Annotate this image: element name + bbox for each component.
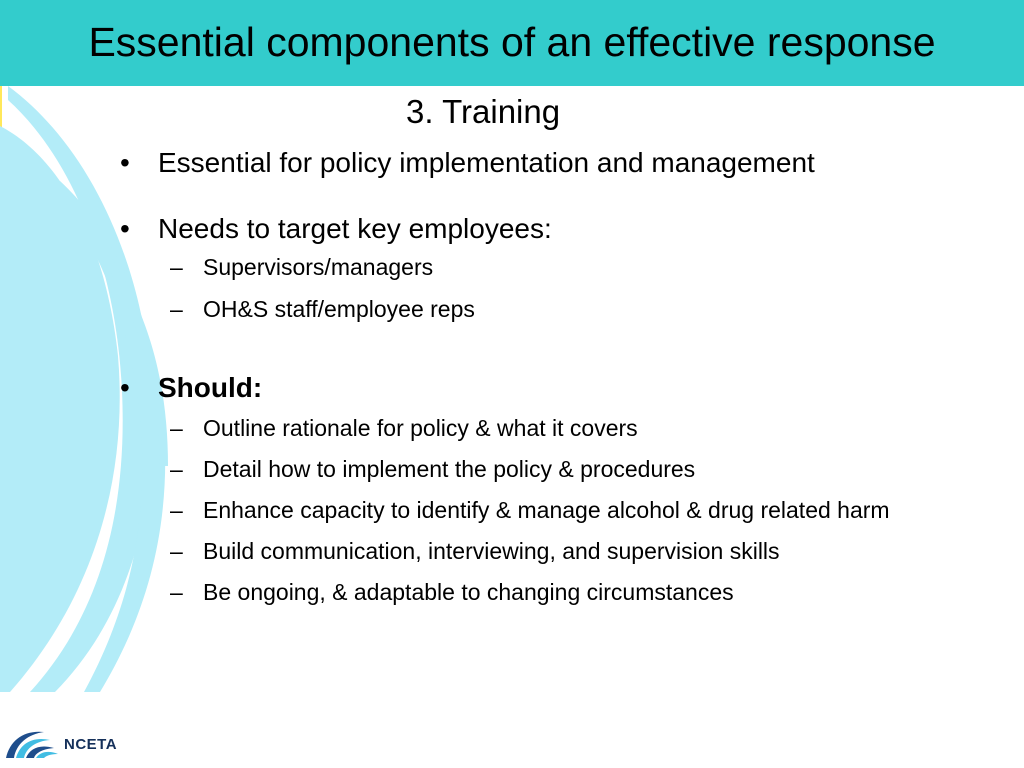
- bullet-text: Should:: [158, 372, 263, 403]
- dash-marker: –: [170, 415, 183, 441]
- sub-bullet-text: OH&S staff/employee reps: [203, 296, 475, 322]
- slide-subtitle: 3. Training: [406, 93, 561, 130]
- bullet-text: Needs to target key employees:: [158, 213, 552, 244]
- nceta-logo-icon: [2, 722, 60, 762]
- sub-bullet-text: Supervisors/managers: [203, 254, 434, 280]
- sub-bullet-item: [110, 293, 1000, 326]
- sub-bullet-item: [110, 251, 1000, 284]
- bullet-marker: •: [120, 372, 130, 403]
- bullet-text: Essential for policy implementation and management: [158, 147, 815, 178]
- dash-marker: –: [170, 296, 183, 322]
- dash-marker: –: [170, 254, 183, 280]
- title-bar: [0, 0, 1024, 86]
- dash-marker: –: [170, 497, 183, 523]
- slide-title: Essential components of an effective response: [88, 19, 936, 65]
- sub-bullet-text: Outline rationale for policy & what it covers: [203, 415, 638, 441]
- sub-bullet-item: [110, 453, 1000, 486]
- bullet-list: [110, 145, 1000, 609]
- bullet-item: [110, 211, 1000, 247]
- bullet-item: [110, 145, 1000, 181]
- dash-marker: –: [170, 538, 183, 564]
- bullet-marker: •: [120, 147, 130, 178]
- bullet-item: [110, 370, 1000, 406]
- sub-bullet-item: [110, 576, 1000, 609]
- dash-marker: –: [170, 456, 183, 482]
- sub-bullet-item: [110, 412, 1000, 445]
- sub-bullet-text: Build communication, interviewing, and supervision skills: [203, 538, 780, 564]
- sub-bullet-item: [110, 535, 1000, 568]
- sub-bullet-text: Detail how to implement the policy & procedures: [203, 456, 696, 482]
- sub-bullet-item: [110, 494, 1000, 527]
- bullet-marker: •: [120, 213, 130, 244]
- sub-bullet-text: Be ongoing, & adaptable to changing circumstances: [203, 579, 734, 605]
- sub-bullet-text: Enhance capacity to identify & manage alcohol & drug related harm: [203, 497, 890, 523]
- logo-text: NCETA: [64, 736, 118, 753]
- dash-marker: –: [170, 579, 183, 605]
